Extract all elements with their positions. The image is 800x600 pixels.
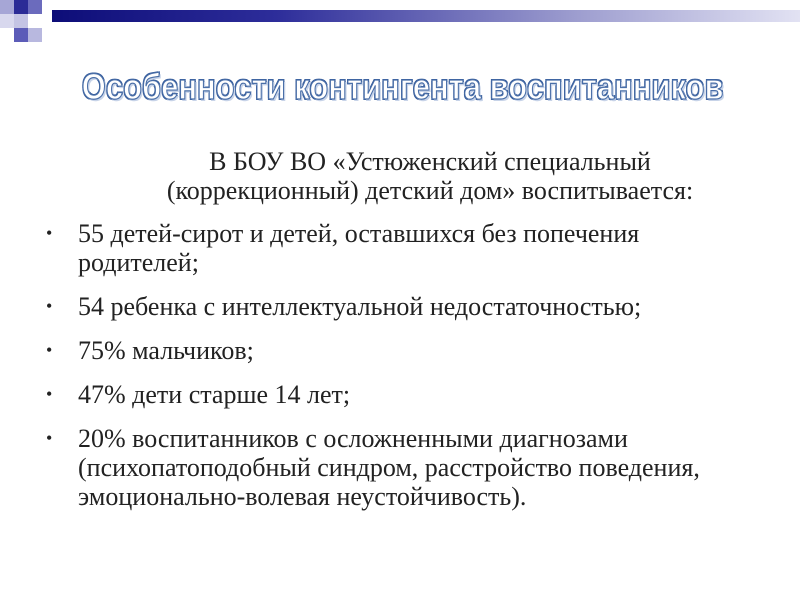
- intro-text: В БОУ ВО «Устюженский специальный (коррекционный) детский дом» воспитывается:: [166, 147, 694, 205]
- list-item-text: 55 детей-сирот и детей, оставшихся без попечения родителей;: [78, 219, 640, 277]
- decor-square: [28, 14, 42, 28]
- list-item-text: 20% воспитанников с осложненными диагнозами (психопатоподобный синдром, расстройство поведения, эмоционально-волевая неустойчивость).: [78, 424, 700, 511]
- bullet-icon: •: [46, 428, 53, 448]
- decor-square: [14, 0, 28, 14]
- decor-square: [0, 0, 14, 14]
- decor-square: [14, 28, 28, 42]
- list-item: [44, 292, 764, 321]
- list-item-text: 47% дети старше 14 лет;: [78, 380, 351, 409]
- list-item: [44, 219, 764, 277]
- list-item-text: 75% мальчиков;: [78, 336, 254, 365]
- header-gradient-bar: [52, 10, 800, 22]
- list-item: [44, 380, 764, 409]
- slide-title: Особенности контингента воспитанников: [81, 66, 724, 107]
- list-item: [44, 336, 764, 365]
- bullet-icon: •: [46, 340, 53, 360]
- decor-square: [14, 14, 28, 28]
- bullet-icon: •: [46, 296, 53, 316]
- list-item-text: 54 ребенка с интеллектуальной недостаточностью;: [78, 292, 642, 321]
- list-item: [44, 424, 764, 511]
- decor-square: [28, 0, 42, 14]
- decor-square: [0, 14, 14, 28]
- bullet-icon: •: [46, 223, 53, 243]
- bullet-list: [44, 219, 764, 526]
- decor-square: [28, 28, 42, 42]
- bullet-icon: •: [46, 384, 53, 404]
